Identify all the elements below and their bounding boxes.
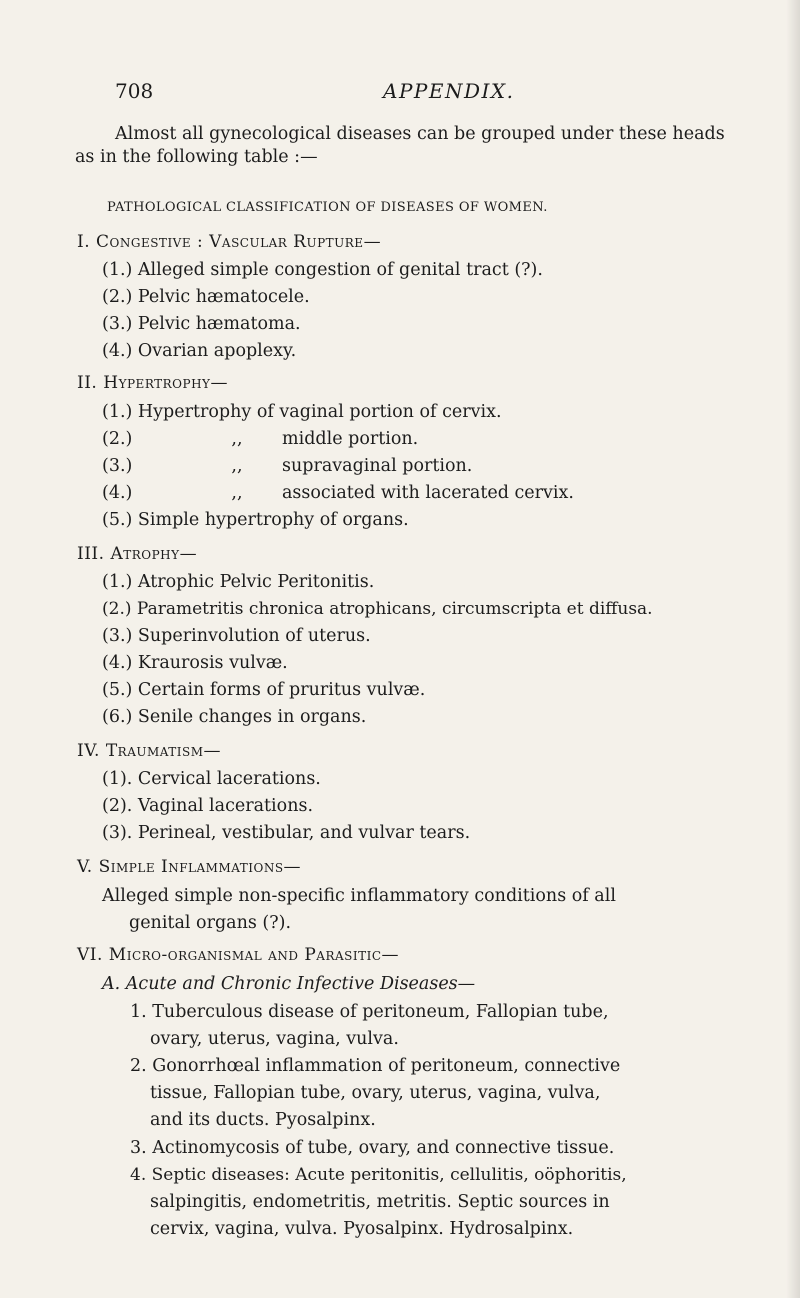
intro-paragraph (75, 123, 735, 169)
list-item: (4.) Ovarian apoplexy. (102, 341, 297, 361)
section-heading-micro-organismal: VI. Micro-organismal and Parasitic— (77, 945, 400, 965)
item-number: (3.) (102, 456, 133, 476)
list-item: (2). Vaginal lacerations. (102, 796, 314, 816)
list-item: 3. Actinomycosis of tube, ovary, and connective tissue. (130, 1138, 615, 1158)
list-item: (4.) Kraurosis vulvæ. (102, 653, 288, 673)
ditto-mark: ,, (231, 429, 243, 449)
page-header (115, 78, 715, 104)
section-heading-inflammations: V. Simple Inflammations— (77, 857, 302, 877)
list-item: (5.) Simple hypertrophy of organs. (102, 510, 409, 530)
list-item: 2. Gonorrhœal inflammation of peritoneum, connective (130, 1056, 621, 1076)
list-item: (2.) Pelvic hæmatocele. (102, 287, 310, 307)
table-caption: PATHOLOGICAL CLASSIFICATION OF DISEASES OF WOMEN. (107, 200, 548, 215)
item-text: supravaginal portion. (282, 456, 473, 476)
section-text: Alleged simple non-specific inflammatory conditions of all (102, 886, 616, 906)
list-item: (3). Perineal, vestibular, and vulvar tears. (102, 823, 471, 843)
list-item: 1. Tuberculous disease of peritoneum, Fallopian tube, (130, 1002, 609, 1022)
list-item (102, 429, 418, 449)
list-item: salpingitis, endometritis, metritis. Septic sources in (150, 1192, 610, 1212)
section-heading-traumatism: IV. Traumatism— (77, 741, 222, 761)
running-head: APPENDIX. (383, 79, 515, 103)
item-number: (2.) (102, 429, 133, 449)
list-item: (2.) Parametritis chronica atrophicans, circumscripta et diffusa. (102, 599, 653, 619)
list-item: (1.) Atrophic Pelvic Peritonitis. (102, 572, 375, 592)
list-item (102, 483, 574, 503)
ditto-mark: ,, (231, 456, 243, 476)
ditto-mark: ,, (231, 483, 243, 503)
item-number: (4.) (102, 483, 133, 503)
list-item: (3.) Pelvic hæmatoma. (102, 314, 301, 334)
list-item: ovary, uterus, vagina, vulva. (150, 1029, 399, 1049)
list-item: (1.) Hypertrophy of vaginal portion of cervix. (102, 402, 502, 422)
list-item (102, 456, 472, 476)
section-heading-congestive: I. Congestive : Vascular Rupture— (77, 232, 382, 252)
subheading-infective-diseases: A. Acute and Chronic Infective Diseases— (102, 974, 476, 994)
page-edge-shadow (786, 0, 800, 1298)
list-item: 4. Septic diseases: Acute peritonitis, cellulitis, oöphoritis, (130, 1165, 627, 1185)
list-item: (6.) Senile changes in organs. (102, 707, 367, 727)
section-heading-hypertrophy: II. Hypertrophy— (77, 373, 228, 393)
intro-line: Almost all gynecological diseases can be grouped under these heads (115, 124, 725, 144)
list-item: (5.) Certain forms of pruritus vulvæ. (102, 680, 426, 700)
list-item: tissue, Fallopian tube, ovary, uterus, vagina, vulva, (150, 1083, 601, 1103)
section-heading-atrophy: III. Atrophy— (77, 544, 198, 564)
list-item: cervix, vagina, vulva. Pyosalpinx. Hydrosalpinx. (150, 1219, 574, 1239)
list-item: and its ducts. Pyosalpinx. (150, 1110, 376, 1130)
intro-line: as in the following table :— (75, 147, 318, 167)
item-text: middle portion. (282, 429, 419, 449)
list-item: (3.) Superinvolution of uterus. (102, 626, 371, 646)
section-text: genital organs (?). (129, 913, 292, 933)
list-item: (1). Cervical lacerations. (102, 769, 321, 789)
page-number: 708 (115, 79, 154, 103)
list-item: (1.) Alleged simple congestion of genital tract (?). (102, 260, 543, 280)
item-text: associated with lacerated cervix. (282, 483, 574, 503)
